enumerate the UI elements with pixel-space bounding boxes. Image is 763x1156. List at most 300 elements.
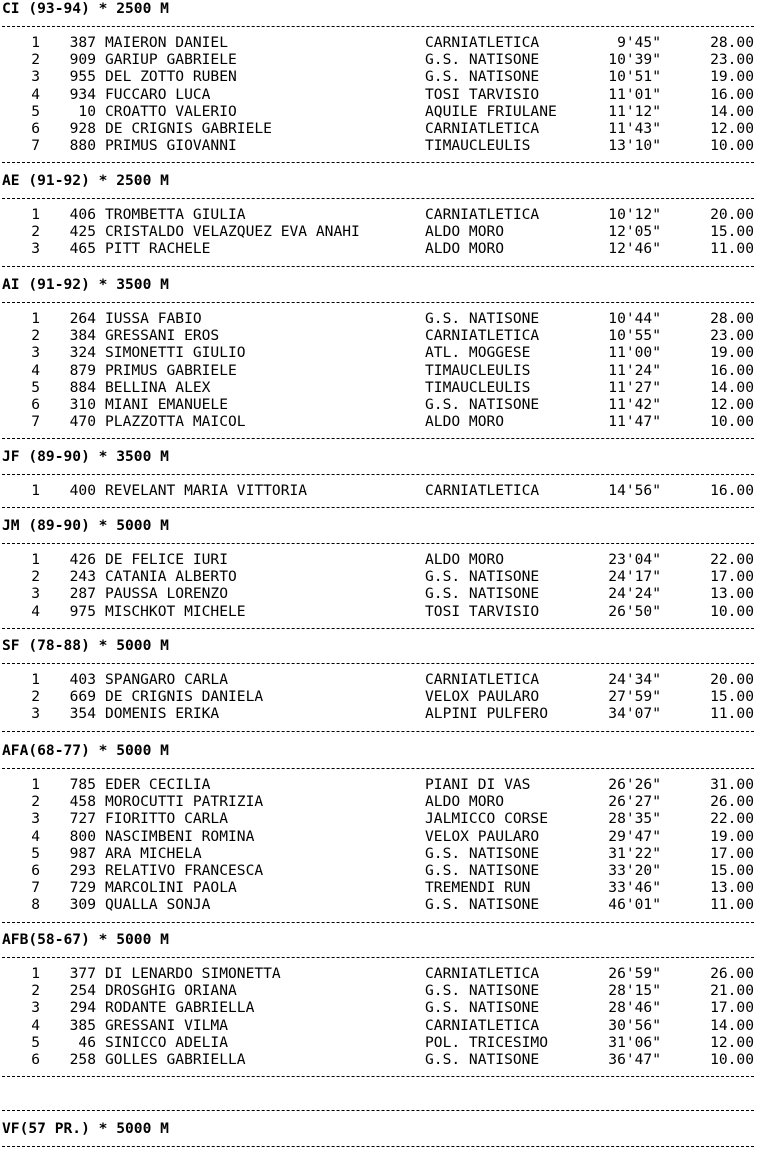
- bib-number-cell: 470: [69, 413, 96, 430]
- points-cell: 15.00: [710, 862, 754, 879]
- athlete-name-cell: MAIERON DANIEL: [105, 34, 229, 51]
- position-cell: 2: [31, 793, 40, 810]
- finish-time-cell: 10'39": [608, 51, 661, 68]
- club-cell: ALDO MORO: [425, 240, 505, 257]
- bib-number-cell: 425: [69, 223, 96, 240]
- position-cell: 7: [31, 413, 40, 430]
- result-row: [0, 206, 763, 223]
- club-cell: TIMAUCLEULIS: [425, 137, 531, 154]
- athlete-name-cell: SINICCO ADELIA: [105, 1034, 229, 1051]
- result-row: [0, 1017, 763, 1034]
- athlete-name-cell: GOLLES GABRIELLA: [105, 1051, 246, 1068]
- bib-number-cell: 884: [69, 379, 96, 396]
- finish-time-cell: 10'55": [608, 327, 661, 344]
- category-heading: VF(57 PR.) * 5000 M: [2, 1120, 169, 1137]
- result-row: [0, 51, 763, 68]
- points-cell: 31.00: [710, 776, 754, 793]
- points-cell: 14.00: [710, 103, 754, 120]
- finish-time-cell: 26'50": [608, 603, 661, 620]
- position-cell: 4: [31, 828, 40, 845]
- club-cell: G.S. NATISONE: [425, 999, 540, 1016]
- section-divider: [2, 507, 754, 508]
- club-cell: VELOX PAULARO: [425, 688, 540, 705]
- position-cell: 4: [31, 86, 40, 103]
- club-cell: PIANI DI VAS: [425, 776, 531, 793]
- club-cell: G.S. NATISONE: [425, 585, 540, 602]
- finish-time-cell: 14'56": [608, 482, 661, 499]
- bib-number-cell: 727: [69, 810, 96, 827]
- position-cell: 5: [31, 1034, 40, 1051]
- section-divider: [2, 1110, 754, 1111]
- athlete-name-cell: DE CRIGNIS DANIELA: [105, 688, 264, 705]
- points-cell: 11.00: [710, 705, 754, 722]
- finish-time-cell: 11'00": [608, 344, 661, 361]
- points-cell: 16.00: [710, 362, 754, 379]
- points-cell: 20.00: [710, 671, 754, 688]
- club-cell: CARNIATLETICA: [425, 965, 540, 982]
- result-row: [0, 585, 763, 602]
- athlete-name-cell: NASCIMBENI ROMINA: [105, 828, 255, 845]
- club-cell: ATL. MOGGESE: [425, 344, 531, 361]
- club-cell: VELOX PAULARO: [425, 828, 540, 845]
- athlete-name-cell: CATANIA ALBERTO: [105, 568, 237, 585]
- result-row: [0, 896, 763, 913]
- finish-time-cell: 13'10": [608, 137, 661, 154]
- bib-number-cell: 406: [69, 206, 96, 223]
- position-cell: 2: [31, 568, 40, 585]
- club-cell: G.S. NATISONE: [425, 845, 540, 862]
- position-cell: 4: [31, 1017, 40, 1034]
- position-cell: 2: [31, 51, 40, 68]
- finish-time-cell: 11'47": [608, 413, 661, 430]
- finish-time-cell: 34'07": [608, 705, 661, 722]
- athlete-name-cell: PLAZZOTTA MAICOL: [105, 413, 246, 430]
- result-row: [0, 482, 763, 499]
- result-row: [0, 86, 763, 103]
- athlete-name-cell: RODANTE GABRIELLA: [105, 999, 255, 1016]
- bib-number-cell: 46: [78, 1034, 96, 1051]
- points-cell: 11.00: [710, 896, 754, 913]
- finish-time-cell: 29'47": [608, 828, 661, 845]
- section-divider: [2, 1146, 754, 1147]
- club-cell: CARNIATLETICA: [425, 327, 540, 344]
- points-cell: 21.00: [710, 982, 754, 999]
- position-cell: 3: [31, 68, 40, 85]
- bib-number-cell: 729: [69, 879, 96, 896]
- result-row: [0, 344, 763, 361]
- result-row: [0, 982, 763, 999]
- points-cell: 22.00: [710, 810, 754, 827]
- points-cell: 17.00: [710, 845, 754, 862]
- category-heading: SF (78-88) * 5000 M: [2, 637, 169, 654]
- points-cell: 13.00: [710, 585, 754, 602]
- club-cell: CARNIATLETICA: [425, 120, 540, 137]
- athlete-name-cell: MIANI EMANUELE: [105, 396, 229, 413]
- club-cell: TOSI TARVISIO: [425, 603, 540, 620]
- club-cell: G.S. NATISONE: [425, 862, 540, 879]
- club-cell: G.S. NATISONE: [425, 568, 540, 585]
- section-divider: [2, 438, 754, 439]
- finish-time-cell: 11'27": [608, 379, 661, 396]
- finish-time-cell: 10'51": [608, 68, 661, 85]
- result-row: [0, 965, 763, 982]
- athlete-name-cell: DI LENARDO SIMONETTA: [105, 965, 281, 982]
- bib-number-cell: 387: [69, 34, 96, 51]
- position-cell: 1: [31, 34, 40, 51]
- club-cell: G.S. NATISONE: [425, 896, 540, 913]
- athlete-name-cell: PRIMUS GIOVANNI: [105, 137, 237, 154]
- position-cell: 1: [31, 206, 40, 223]
- category-heading: CI (93-94) * 2500 M: [2, 0, 169, 17]
- club-cell: CARNIATLETICA: [425, 1017, 540, 1034]
- athlete-name-cell: QUALLA SONJA: [105, 896, 211, 913]
- points-cell: 14.00: [710, 1017, 754, 1034]
- finish-time-cell: 31'06": [608, 1034, 661, 1051]
- club-cell: JALMICCO CORSE: [425, 810, 549, 827]
- bib-number-cell: 243: [69, 568, 96, 585]
- bib-number-cell: 384: [69, 327, 96, 344]
- athlete-name-cell: IUSSA FABIO: [105, 310, 202, 327]
- position-cell: 4: [31, 603, 40, 620]
- bib-number-cell: 310: [69, 396, 96, 413]
- section-divider: [2, 162, 754, 163]
- points-cell: 26.00: [710, 965, 754, 982]
- finish-time-cell: 11'24": [608, 362, 661, 379]
- club-cell: ALPINI PULFERO: [425, 705, 549, 722]
- position-cell: 3: [31, 344, 40, 361]
- finish-time-cell: 46'01": [608, 896, 661, 913]
- club-cell: TIMAUCLEULIS: [425, 362, 531, 379]
- result-row: [0, 828, 763, 845]
- bib-number-cell: 258: [69, 1051, 96, 1068]
- club-cell: AQUILE FRIULANE: [425, 103, 557, 120]
- result-row: [0, 862, 763, 879]
- result-row: [0, 1051, 763, 1068]
- bib-number-cell: 785: [69, 776, 96, 793]
- result-row: [0, 845, 763, 862]
- position-cell: 7: [31, 879, 40, 896]
- bib-number-cell: 287: [69, 585, 96, 602]
- bib-number-cell: 880: [69, 137, 96, 154]
- points-cell: 19.00: [710, 344, 754, 361]
- section-divider: [2, 266, 754, 267]
- result-row: [0, 310, 763, 327]
- finish-time-cell: 26'26": [608, 776, 661, 793]
- athlete-name-cell: FUCCARO LUCA: [105, 86, 211, 103]
- finish-time-cell: 11'12": [608, 103, 661, 120]
- club-cell: ALDO MORO: [425, 223, 505, 240]
- result-row: [0, 362, 763, 379]
- athlete-name-cell: BELLINA ALEX: [105, 379, 211, 396]
- finish-time-cell: 11'01": [608, 86, 661, 103]
- finish-time-cell: 28'46": [608, 999, 661, 1016]
- position-cell: 5: [31, 379, 40, 396]
- club-cell: ALDO MORO: [425, 413, 505, 430]
- bib-number-cell: 909: [69, 51, 96, 68]
- finish-time-cell: 11'43": [608, 120, 661, 137]
- finish-time-cell: 23'04": [608, 551, 661, 568]
- section-divider: [2, 543, 754, 544]
- bib-number-cell: 426: [69, 551, 96, 568]
- club-cell: G.S. NATISONE: [425, 310, 540, 327]
- athlete-name-cell: REVELANT MARIA VITTORIA: [105, 482, 308, 499]
- points-cell: 10.00: [710, 603, 754, 620]
- points-cell: 16.00: [710, 86, 754, 103]
- club-cell: TREMENDI RUN: [425, 879, 531, 896]
- position-cell: 1: [31, 482, 40, 499]
- athlete-name-cell: PITT RACHELE: [105, 240, 211, 257]
- club-cell: TIMAUCLEULIS: [425, 379, 531, 396]
- result-row: [0, 671, 763, 688]
- position-cell: 1: [31, 671, 40, 688]
- result-row: [0, 568, 763, 585]
- position-cell: 6: [31, 396, 40, 413]
- points-cell: 13.00: [710, 879, 754, 896]
- club-cell: CARNIATLETICA: [425, 206, 540, 223]
- result-row: [0, 103, 763, 120]
- athlete-name-cell: MOROCUTTI PATRIZIA: [105, 793, 264, 810]
- athlete-name-cell: EDER CECILIA: [105, 776, 211, 793]
- finish-time-cell: 26'59": [608, 965, 661, 982]
- points-cell: 23.00: [710, 51, 754, 68]
- points-cell: 17.00: [710, 568, 754, 585]
- bib-number-cell: 403: [69, 671, 96, 688]
- bib-number-cell: 458: [69, 793, 96, 810]
- section-divider: [2, 26, 754, 27]
- athlete-name-cell: SPANGARO CARLA: [105, 671, 229, 688]
- bib-number-cell: 293: [69, 862, 96, 879]
- finish-time-cell: 30'56": [608, 1017, 661, 1034]
- athlete-name-cell: CRISTALDO VELAZQUEZ EVA ANAHI: [105, 223, 360, 240]
- position-cell: 6: [31, 862, 40, 879]
- position-cell: 4: [31, 362, 40, 379]
- points-cell: 11.00: [710, 240, 754, 257]
- section-divider: [2, 1076, 754, 1077]
- club-cell: G.S. NATISONE: [425, 68, 540, 85]
- athlete-name-cell: MARCOLINI PAOLA: [105, 879, 237, 896]
- finish-time-cell: 33'46": [608, 879, 661, 896]
- position-cell: 2: [31, 688, 40, 705]
- section-divider: [2, 957, 754, 958]
- bib-number-cell: 465: [69, 240, 96, 257]
- club-cell: G.S. NATISONE: [425, 396, 540, 413]
- finish-time-cell: 24'34": [608, 671, 661, 688]
- athlete-name-cell: CROATTO VALERIO: [105, 103, 237, 120]
- finish-time-cell: 24'24": [608, 585, 661, 602]
- position-cell: 3: [31, 240, 40, 257]
- position-cell: 1: [31, 551, 40, 568]
- club-cell: ALDO MORO: [425, 793, 505, 810]
- section-divider: [2, 302, 754, 303]
- points-cell: 28.00: [710, 310, 754, 327]
- section-divider: [2, 628, 754, 629]
- finish-time-cell: 28'15": [608, 982, 661, 999]
- club-cell: CARNIATLETICA: [425, 482, 540, 499]
- bib-number-cell: 879: [69, 362, 96, 379]
- club-cell: ALDO MORO: [425, 551, 505, 568]
- athlete-name-cell: PAUSSA LORENZO: [105, 585, 229, 602]
- bib-number-cell: 324: [69, 344, 96, 361]
- finish-time-cell: 9'45": [617, 34, 661, 51]
- result-row: [0, 705, 763, 722]
- club-cell: CARNIATLETICA: [425, 34, 540, 51]
- section-divider: [2, 922, 754, 923]
- athlete-name-cell: TROMBETTA GIULIA: [105, 206, 246, 223]
- position-cell: 2: [31, 223, 40, 240]
- result-row: [0, 879, 763, 896]
- athlete-name-cell: DROSGHIG ORIANA: [105, 982, 237, 999]
- bib-number-cell: 934: [69, 86, 96, 103]
- position-cell: 1: [31, 776, 40, 793]
- athlete-name-cell: SIMONETTI GIULIO: [105, 344, 246, 361]
- result-row: [0, 223, 763, 240]
- result-row: [0, 327, 763, 344]
- result-row: [0, 776, 763, 793]
- athlete-name-cell: DOMENIS ERIKA: [105, 705, 220, 722]
- result-row: [0, 68, 763, 85]
- result-row: [0, 240, 763, 257]
- club-cell: G.S. NATISONE: [425, 1051, 540, 1068]
- points-cell: 15.00: [710, 223, 754, 240]
- result-row: [0, 1034, 763, 1051]
- points-cell: 15.00: [710, 688, 754, 705]
- athlete-name-cell: FIORITTO CARLA: [105, 810, 229, 827]
- result-row: [0, 137, 763, 154]
- athlete-name-cell: GRESSANI EROS: [105, 327, 220, 344]
- position-cell: 5: [31, 845, 40, 862]
- bib-number-cell: 800: [69, 828, 96, 845]
- result-row: [0, 396, 763, 413]
- position-cell: 7: [31, 137, 40, 154]
- category-heading: AFA(68-77) * 5000 M: [2, 742, 169, 759]
- points-cell: 16.00: [710, 482, 754, 499]
- points-cell: 22.00: [710, 551, 754, 568]
- bib-number-cell: 254: [69, 982, 96, 999]
- position-cell: 1: [31, 965, 40, 982]
- athlete-name-cell: MISCHKOT MICHELE: [105, 603, 246, 620]
- club-cell: TOSI TARVISIO: [425, 86, 540, 103]
- finish-time-cell: 12'05": [608, 223, 661, 240]
- position-cell: 6: [31, 1051, 40, 1068]
- athlete-name-cell: GARIUP GABRIELE: [105, 51, 237, 68]
- points-cell: 10.00: [710, 1051, 754, 1068]
- points-cell: 10.00: [710, 137, 754, 154]
- finish-time-cell: 33'20": [608, 862, 661, 879]
- result-row: [0, 413, 763, 430]
- position-cell: 1: [31, 310, 40, 327]
- finish-time-cell: 31'22": [608, 845, 661, 862]
- finish-time-cell: 36'47": [608, 1051, 661, 1068]
- category-heading: JM (89-90) * 5000 M: [2, 517, 169, 534]
- category-heading: AI (91-92) * 3500 M: [2, 276, 169, 293]
- points-cell: 26.00: [710, 793, 754, 810]
- points-cell: 28.00: [710, 34, 754, 51]
- position-cell: 3: [31, 585, 40, 602]
- position-cell: 5: [31, 103, 40, 120]
- athlete-name-cell: DE FELICE IURI: [105, 551, 229, 568]
- result-row: [0, 810, 763, 827]
- category-heading: AFB(58-67) * 5000 M: [2, 931, 169, 948]
- finish-time-cell: 11'42": [608, 396, 661, 413]
- athlete-name-cell: DE CRIGNIS GABRIELE: [105, 120, 272, 137]
- points-cell: 12.00: [710, 120, 754, 137]
- category-heading: JF (89-90) * 3500 M: [2, 448, 169, 465]
- club-cell: POL. TRICESIMO: [425, 1034, 549, 1051]
- section-divider: [2, 768, 754, 769]
- section-divider: [2, 198, 754, 199]
- result-row: [0, 793, 763, 810]
- athlete-name-cell: ARA MICHELA: [105, 845, 202, 862]
- result-row: [0, 999, 763, 1016]
- position-cell: 6: [31, 120, 40, 137]
- bib-number-cell: 294: [69, 999, 96, 1016]
- finish-time-cell: 28'35": [608, 810, 661, 827]
- position-cell: 2: [31, 982, 40, 999]
- bib-number-cell: 669: [69, 688, 96, 705]
- finish-time-cell: 12'46": [608, 240, 661, 257]
- position-cell: 3: [31, 705, 40, 722]
- points-cell: 17.00: [710, 999, 754, 1016]
- section-divider: [2, 731, 754, 732]
- points-cell: 19.00: [710, 828, 754, 845]
- points-cell: 19.00: [710, 68, 754, 85]
- position-cell: 8: [31, 896, 40, 913]
- result-row: [0, 120, 763, 137]
- bib-number-cell: 309: [69, 896, 96, 913]
- bib-number-cell: 10: [78, 103, 96, 120]
- result-row: [0, 603, 763, 620]
- bib-number-cell: 264: [69, 310, 96, 327]
- category-heading: AE (91-92) * 2500 M: [2, 172, 169, 189]
- position-cell: 3: [31, 999, 40, 1016]
- club-cell: CARNIATLETICA: [425, 671, 540, 688]
- result-row: [0, 688, 763, 705]
- position-cell: 3: [31, 810, 40, 827]
- points-cell: 20.00: [710, 206, 754, 223]
- points-cell: 12.00: [710, 1034, 754, 1051]
- club-cell: G.S. NATISONE: [425, 51, 540, 68]
- points-cell: 14.00: [710, 379, 754, 396]
- finish-time-cell: 10'44": [608, 310, 661, 327]
- result-row: [0, 379, 763, 396]
- section-divider: [2, 474, 754, 475]
- bib-number-cell: 377: [69, 965, 96, 982]
- section-divider: [2, 663, 754, 664]
- bib-number-cell: 955: [69, 68, 96, 85]
- bib-number-cell: 928: [69, 120, 96, 137]
- bib-number-cell: 975: [69, 603, 96, 620]
- position-cell: 2: [31, 327, 40, 344]
- athlete-name-cell: GRESSANI VILMA: [105, 1017, 229, 1034]
- athlete-name-cell: PRIMUS GABRIELE: [105, 362, 237, 379]
- points-cell: 12.00: [710, 396, 754, 413]
- finish-time-cell: 24'17": [608, 568, 661, 585]
- bib-number-cell: 400: [69, 482, 96, 499]
- bib-number-cell: 987: [69, 845, 96, 862]
- finish-time-cell: 10'12": [608, 206, 661, 223]
- athlete-name-cell: RELATIVO FRANCESCA: [105, 862, 264, 879]
- result-row: [0, 34, 763, 51]
- points-cell: 10.00: [710, 413, 754, 430]
- club-cell: G.S. NATISONE: [425, 982, 540, 999]
- bib-number-cell: 354: [69, 705, 96, 722]
- athlete-name-cell: DEL ZOTTO RUBEN: [105, 68, 237, 85]
- finish-time-cell: 27'59": [608, 688, 661, 705]
- points-cell: 23.00: [710, 327, 754, 344]
- result-row: [0, 551, 763, 568]
- finish-time-cell: 26'27": [608, 793, 661, 810]
- bib-number-cell: 385: [69, 1017, 96, 1034]
